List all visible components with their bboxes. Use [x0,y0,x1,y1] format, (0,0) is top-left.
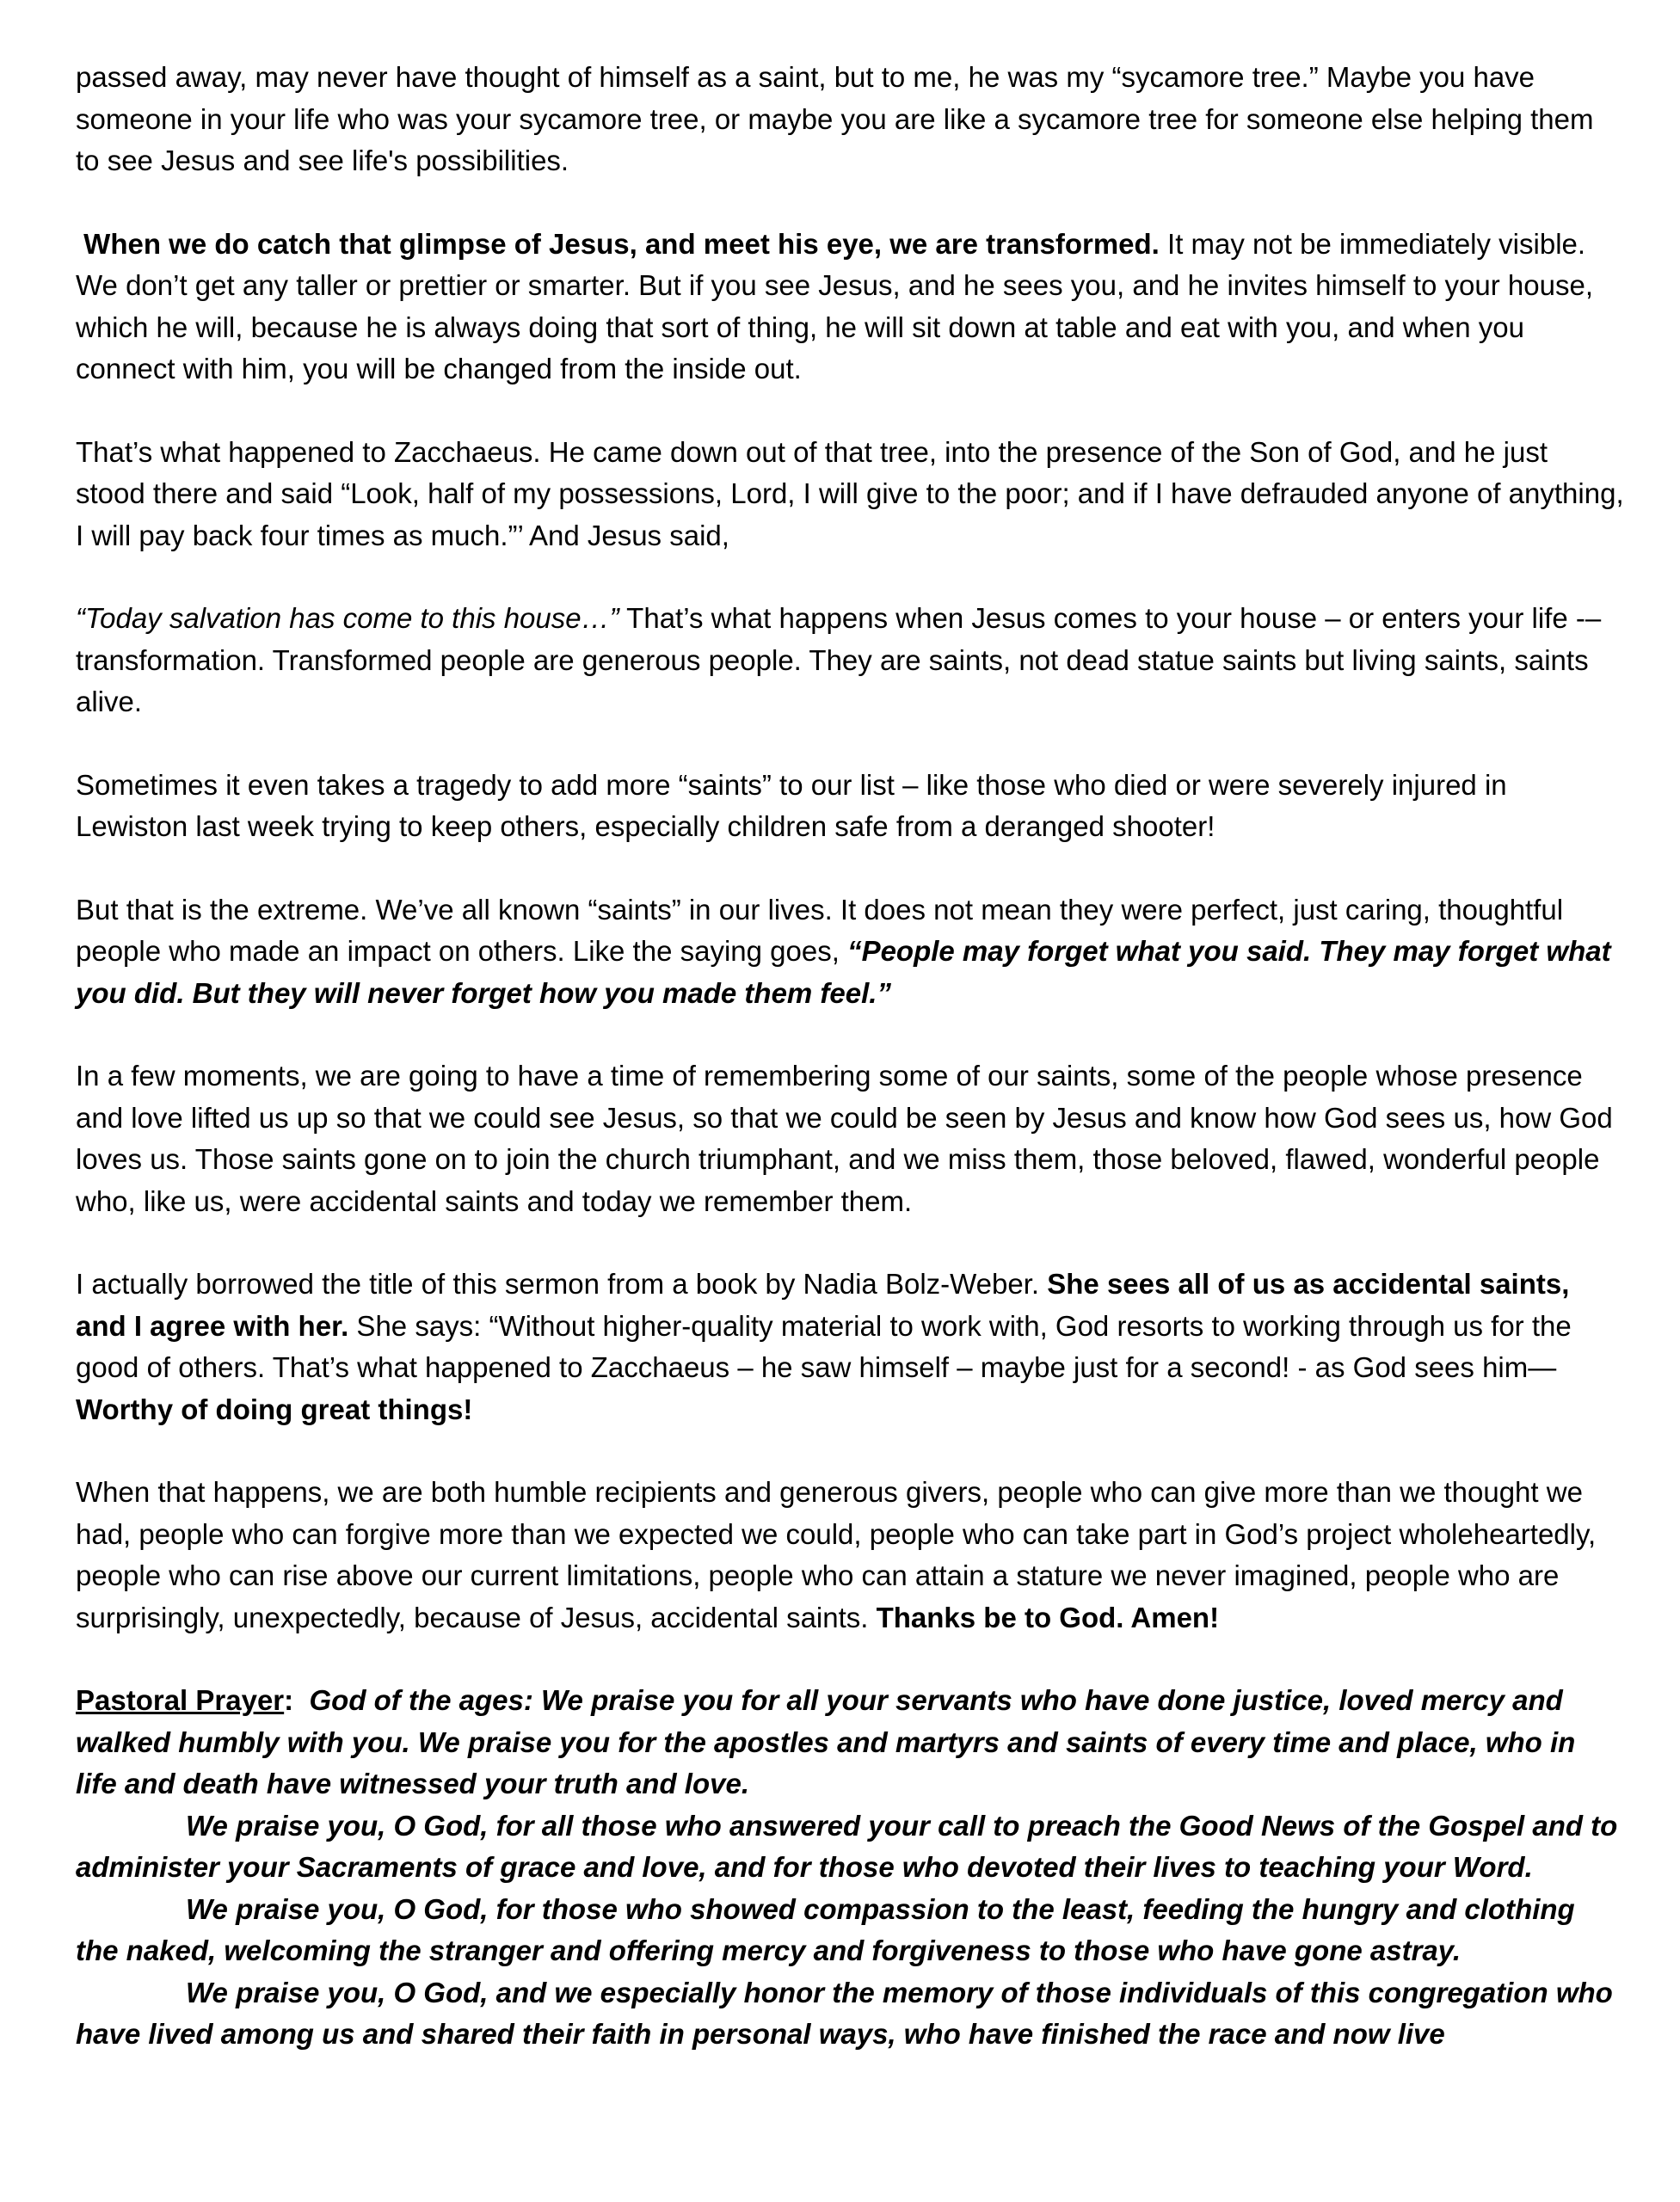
bold-statement: She sees all of us as accidental saints, and I agree with her. [76,1268,1570,1342]
prayer-stanza [76,1972,1624,2056]
document-page [76,57,1624,2056]
paragraph-text: It may not be immediately visible. We don’t get any taller or prettier or smarter. But if you see Jesus, and he sees you, and he invites himself to your house, which he will, because he is always doing that sort of thing, he will sit down at table and eat with you, and when you connect with him, you will be changed from the inside out. [76,227,1593,384]
paragraph-text: Sometimes it even takes a tragedy to add more “saints” to our list – like those who died or were severely injured in Lewiston last week trying to keep others, especially children safe from a deranged shooter! [76,768,1507,842]
paragraph-sermon-title [76,1264,1624,1430]
paragraph-text: She says: “Without higher-quality material to work with, God resorts to working through us for the good of others. That’s what happened to Zacchaeus – he saw himself – maybe just for a second! - as God sees him— [76,1309,1572,1383]
paragraph-remembering [76,1055,1624,1222]
paragraph-text: But that is the extreme. We’ve all known “saints” in our lives. It does not mean they were perfect, just caring, thoughtful people who made an impact on others. Like the saying goes, [76,893,1564,967]
prayer-text: God of the ages: We praise you for all your servants who have done justice, loved mercy and walked humbly with you. We praise you for the apostles and martyrs and saints of every time and place, who in life and death have witnessed your truth and love. [76,1684,1576,1799]
paragraph-text: That’s what happened to Zacchaeus. He came down out of that tree, into the presence of the Son of God, and he just stood there and said “Look, half of my possessions, Lord, I will give to the poor; and if I have defrauded anyone of anything, I will pay back four times as much.”’ And Jesus said, [76,435,1624,551]
bold-statement: When we do catch that glimpse of Jesus, and meet his eye, we are transformed. [83,227,1160,260]
paragraph-extreme [76,889,1624,1015]
prayer-text: We praise you, O God, for those who showed compassion to the least, feeding the hungry and clothing the naked, welcoming the stranger and offering mercy and forgiveness to those who have gone astray. [76,1892,1575,1966]
prayer-heading: Pastoral Prayer [76,1684,285,1716]
prayer-stanza [76,1805,1624,1889]
paragraph-text: That’s what happens when Jesus comes to your house – or enters your life -– transformation. Transformed people are generous people. They are saints, not dead statue saints but living saints, saints alive. [76,602,1602,717]
paragraph-text: I actually borrowed the title of this sermon from a book by Nadia Bolz-Weber. [76,1268,1048,1300]
paragraph-conclusion [76,1472,1624,1639]
prayer-intro [76,1680,1624,1805]
paragraph-text: passed away, may never have thought of himself as a saint, but to me, he was my “sycamore tree.” Maybe you have someone in your life who was your sycamore tree, or maybe you are like a sycamore tree for someone else helping them to see Jesus and see life's possibilities. [76,61,1594,176]
prayer-stanza [76,1889,1624,1972]
paragraph-text: In a few moments, we are going to have a time of remembering some of our saints, some of the people whose presence and love lifted us up so that we could see Jesus, so that we could be seen by Jesus and know how God sees us, how God loves us. Those saints gone on to join the church triumphant, and we miss them, those beloved, flawed, wonderful people who, like us, were accidental saints and today we remember them. [76,1060,1613,1217]
paragraph-transformed [76,224,1624,391]
prayer-text: We praise you, O God, for all those who answered your call to preach the Good News of the Gospel and to administer your Sacraments of grace and love, and for those who devoted their lives to teaching your Word. [76,1809,1618,1883]
italic-quote: “Today salvation has come to this house…” [76,602,619,634]
bold-closing: Thanks be to God. Amen! [876,1601,1220,1633]
pastoral-prayer [76,1680,1624,2056]
bold-italic-quote: “People may forget what you said. They may forget what you did. But they will never forget how you made them feel.” [76,935,1611,1009]
paragraph-tragedy [76,765,1624,848]
paragraph-sycamore [76,57,1624,182]
bold-statement: Worthy of doing great things! [76,1393,473,1425]
paragraph-text: When that happens, we are both humble recipients and generous givers, people who can give more than we thought we had, people who can forgive more than we expected we could, people who can take part in God’s project wholeheartedly, people who can rise above our current limitations, people who can attain a stature we never imagined, people who are surprisingly, unexpectedly, because of Jesus, accidental saints. [76,1476,1597,1633]
prayer-text: We praise you, O God, and we especially honor the memory of those individuals of this congregation who have lived among us and shared their faith in personal ways, who have finished the race and now live [76,1976,1613,2050]
paragraph-zacchaeus [76,432,1624,557]
prayer-heading-colon: : [284,1684,294,1716]
paragraph-salvation [76,598,1624,723]
